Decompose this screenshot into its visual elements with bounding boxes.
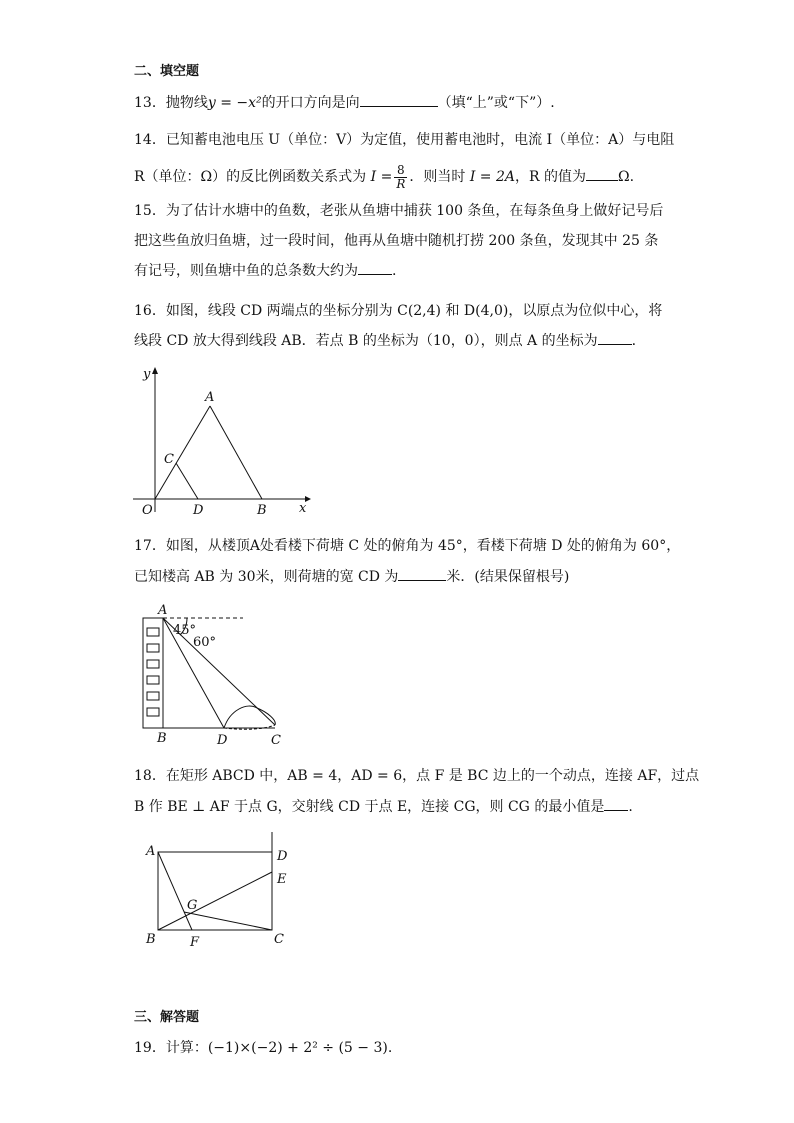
q17-label-C: C [271, 733, 281, 748]
q16-suffix: . [631, 333, 637, 349]
q13-answer-blank[interactable] [360, 92, 438, 107]
q14-text-3: ，R 的值为 [515, 169, 587, 185]
q13-text: 的开口方向是向 [261, 95, 360, 111]
q14-suffix: Ω. [618, 169, 635, 185]
question-18-line1: 18．在矩形 ABCD 中，AB = 4，AD = 6，点 F 是 BC 边上的一个动点，连接 AF，过点 [134, 768, 700, 784]
q17-label-A: A [158, 603, 168, 618]
q16-figure [125, 362, 325, 522]
q16-answer-blank[interactable] [598, 330, 632, 345]
q13-suffix: （填“上”或“下”）. [437, 95, 555, 111]
q16-label-C: C [164, 452, 174, 467]
q18-answer-blank[interactable] [604, 796, 628, 811]
q14-fraction [394, 164, 407, 191]
q17-window [147, 644, 159, 652]
q17-window [147, 676, 159, 684]
q18-figure [140, 830, 305, 955]
q17-answer-blank[interactable] [398, 566, 446, 581]
section-title-fill-blank: 二、填空题 [134, 64, 200, 79]
q16-label-B: B [257, 503, 267, 518]
q14-answer-blank[interactable] [586, 166, 618, 181]
q16-segment-AB [210, 406, 262, 499]
q14-frac-den: R [396, 176, 406, 191]
q18-text: B 作 BE ⊥ AF 于点 G，交射线 CD 于点 E，连接 CG，则 CG 的最小值是 [134, 799, 605, 815]
q15-suffix: . [392, 263, 397, 279]
q16-label-x: x [299, 501, 307, 516]
question-19 [134, 1038, 392, 1058]
q16-y-axis-arrow [152, 367, 158, 374]
q16-segment-CD [176, 463, 198, 499]
q16-label-D: D [193, 503, 204, 518]
q17-pond-top [224, 706, 275, 728]
q17-pond-bottom [224, 725, 275, 729]
question-16 [134, 296, 664, 356]
q17-label-45: 45° [173, 623, 197, 638]
q19-suffix: . [387, 1040, 393, 1056]
q17-window [147, 660, 159, 668]
q17-label-B: B [157, 731, 167, 746]
q14-text: R（单位：Ω）的反比例函数关系式为 [134, 169, 367, 185]
q14-formula-lhs: I = [370, 169, 393, 185]
q14-condition: I = 2A [469, 169, 516, 185]
q15-answer-blank[interactable] [358, 260, 392, 275]
question-14-line2 [134, 162, 634, 192]
q18-label-A: A [146, 844, 156, 859]
q18-segment-BE [158, 872, 272, 930]
question-15 [134, 196, 664, 286]
question-17-line2 [134, 566, 569, 587]
q18-label-C: C [274, 932, 284, 947]
q17-label-60: 60° [193, 635, 217, 650]
q18-label-E: E [277, 872, 287, 887]
q18-label-F: F [190, 935, 200, 950]
q17-window [147, 628, 159, 636]
q15-text: 15．为了估计水塘中的鱼数，老张从鱼塘中捕获 100 条鱼，在每条鱼身上做好记号后把这些鱼放归鱼塘，过一段时间，他再从鱼塘中随机打捞 200 条鱼，发现其中 25 条有记号，则鱼塘中鱼的总条数大约为 [134, 203, 664, 279]
q14-text-2: ．则当时 [409, 169, 466, 185]
question-14-line1: 14．已知蓄电池电压 U（单位：V）为定值，使用蓄电池时，电流 I（单位：A）与电阻 [134, 132, 675, 148]
q18-label-D: D [277, 849, 288, 864]
q13-formula: y = −x² [207, 95, 262, 111]
q18-suffix: . [628, 799, 633, 815]
q18-label-B: B [146, 932, 156, 947]
q16-label-O: O [142, 503, 153, 518]
section-title-solve: 三、解答题 [134, 1010, 200, 1025]
q19-prefix: 19．计算： [134, 1040, 208, 1056]
question-17-line1: 17．如图，从楼顶A处看楼下荷塘 C 处的俯角为 45°，看楼下荷塘 D 处的俯角为 60°， [134, 538, 681, 554]
question-18-line2 [134, 796, 633, 817]
q17-window [147, 692, 159, 700]
q16-text: 16．如图，线段 CD 两端点的坐标分别为 C(2,4) 和 D(4,0)，以原点为位似中心，将线段 CD 放大得到线段 AB．若点 B 的坐标为（10，0），则点 A 的坐标为 [134, 303, 663, 349]
q18-segment-CG [184, 912, 272, 930]
question-13 [134, 92, 555, 113]
q17-text: 已知楼高 AB 为 30米，则荷塘的宽 CD 为 [134, 569, 399, 585]
q13-prefix: 13．抛物线 [134, 95, 208, 111]
q18-label-G: G [187, 898, 198, 913]
q17-window [147, 708, 159, 716]
q14-frac-num: 8 [394, 164, 407, 178]
q16-label-A: A [205, 390, 215, 405]
q17-figure [135, 602, 295, 748]
q17-suffix: 米．(结果保留根号) [446, 569, 570, 585]
q16-label-y: y [143, 367, 151, 382]
q17-label-D: D [217, 733, 228, 748]
q19-formula: (−1)×(−2) + 2² ÷ (5 − 3) [207, 1040, 388, 1056]
q18-segment-AF [158, 852, 192, 930]
